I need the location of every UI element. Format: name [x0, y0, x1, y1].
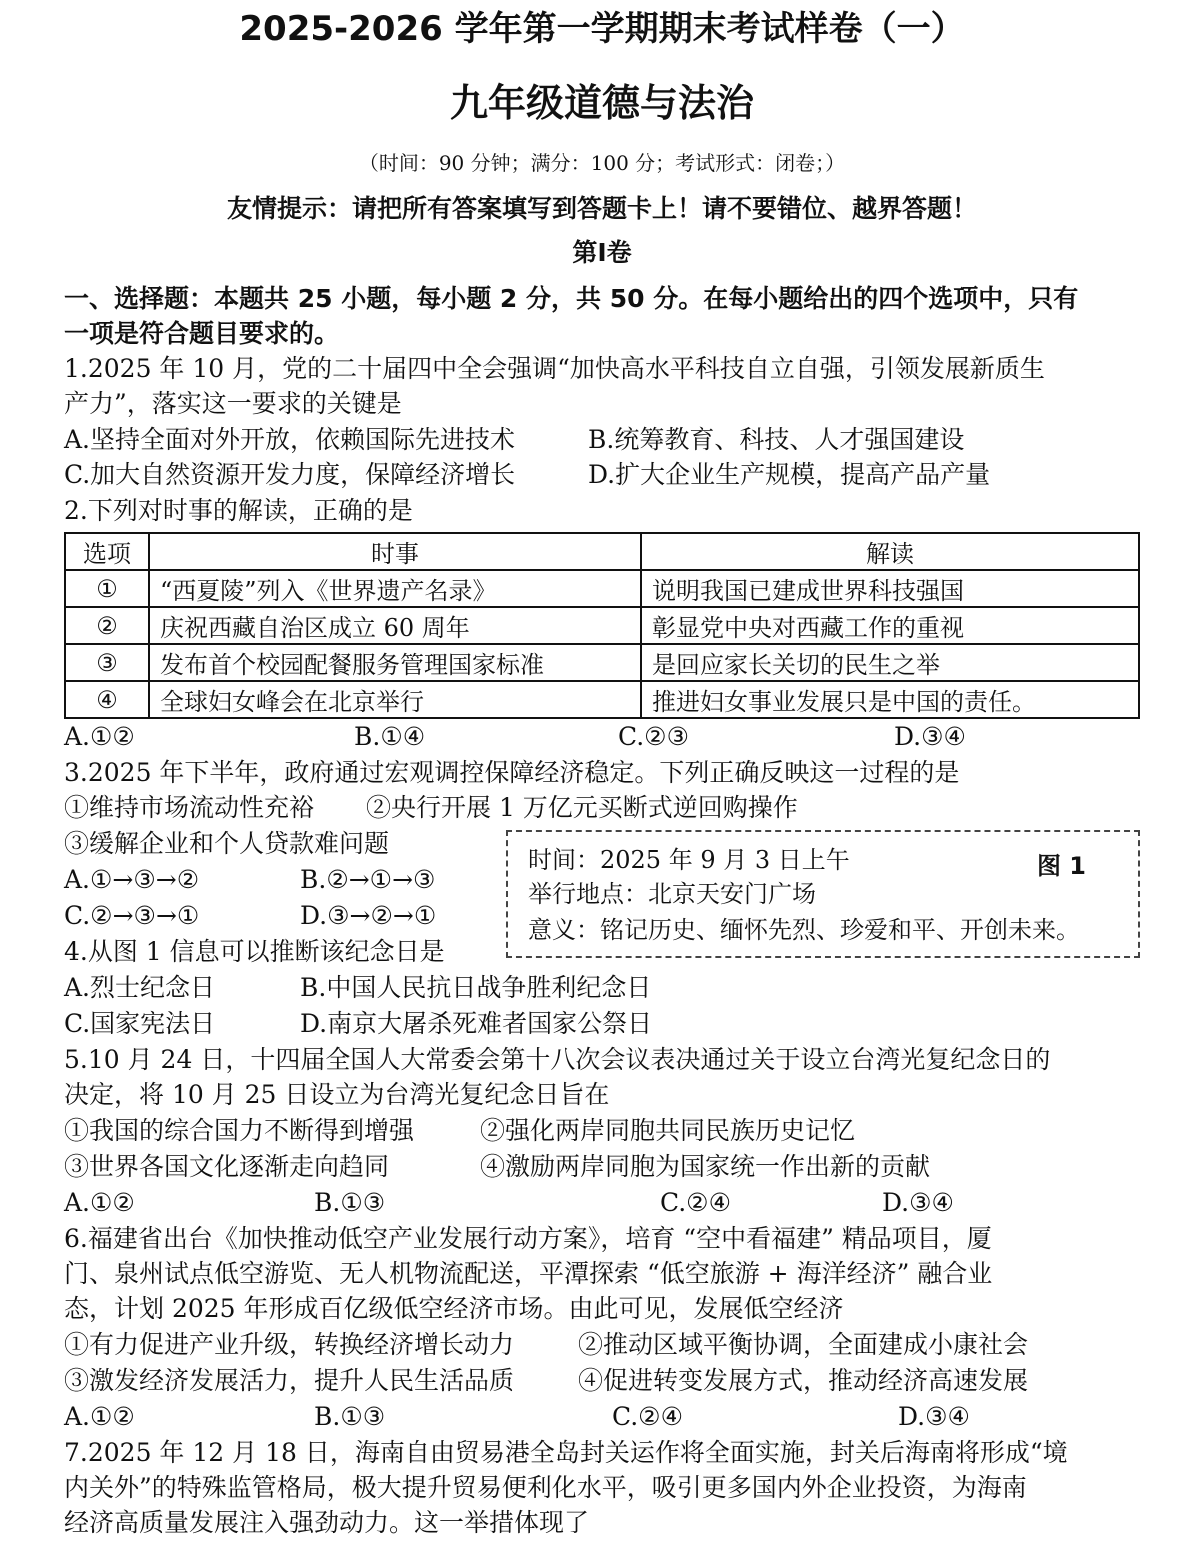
table-row: [65, 681, 1139, 718]
table-row: [65, 607, 1139, 644]
q3-item-3: ③缓解企业和个人贷款难问题: [64, 829, 390, 858]
q7-stem-line3: 经济高质量发展注入强劲动力。这一举措体现了: [64, 1508, 590, 1537]
q6-option-c[interactable]: C.②④: [612, 1402, 684, 1431]
q6-item-4: ④促进转变发展方式，推动经济高速发展: [578, 1366, 1029, 1395]
exam-info: （时间：90 分钟；满分：100 分；考试形式：闭卷；）: [358, 151, 846, 175]
figure-1-meaning: 意义：铭记历史、缅怀先烈、珍爱和平、开创未来。: [528, 916, 1080, 944]
section-heading-line1: 一、选择题：本题共 25 小题，每小题 2 分，共 50 分。在每小题给出的四个选项中，只有: [64, 284, 1079, 313]
q5-stem-line2: 决定，将 10 月 25 日设立为台湾光复纪念日旨在: [64, 1080, 610, 1109]
q1-option-b[interactable]: B.统筹教育、科技、人才强国建设: [588, 425, 965, 454]
volume-heading: 第Ⅰ卷: [572, 238, 632, 267]
q5-item-1: ①我国的综合国力不断得到增强: [64, 1116, 415, 1145]
q2-header-option: 选项: [65, 533, 149, 570]
q1-option-d[interactable]: D.扩大企业生产规模，提高产品产量: [588, 460, 991, 489]
q3-option-c[interactable]: C.②→③→①: [64, 901, 200, 930]
q3-item-1: ①维持市场流动性充裕: [64, 793, 315, 822]
q2-row-num: ②: [65, 607, 149, 644]
friendly-tip: 友情提示：请把所有答案填写到答题卡上！请不要错位、越界答题！: [226, 194, 977, 223]
q2-row-event: 全球妇女峰会在北京举行: [149, 681, 641, 718]
q5-option-b[interactable]: B.①③: [314, 1188, 386, 1217]
q2-stem: 2.下列对时事的解读，正确的是: [64, 496, 413, 525]
q2-option-a[interactable]: A.①②: [64, 722, 135, 751]
q5-stem-line1: 5.10 月 24 日，十四届全国人大常委会第十八次会议表决通过关于设立台湾光复纪念日的: [64, 1045, 1051, 1074]
exam-subtitle: 九年级道德与法治: [449, 81, 754, 125]
q5-item-3: ③世界各国文化逐渐走向趋同: [64, 1152, 390, 1181]
q7-stem-line1: 7.2025 年 12 月 18 日，海南自由贸易港全岛封关运作将全面实施，封关后海南将形成“境: [64, 1438, 1068, 1467]
q2-row-event: 庆祝西藏自治区成立 60 周年: [149, 607, 641, 644]
q6-option-d[interactable]: D.③④: [898, 1402, 970, 1431]
q1-option-a[interactable]: A.坚持全面对外开放，依赖国际先进技术: [64, 425, 516, 454]
figure-1-label: 图 1: [1036, 852, 1086, 880]
q1-stem-line1: 1.2025 年 10 月，党的二十届四中全会强调“加快高水平科技自立自强，引领发展新质生: [64, 354, 1045, 383]
q2-row-interpretation: 说明我国已建成世界科技强国: [641, 570, 1139, 607]
q1-option-c[interactable]: C.加大自然资源开发力度，保障经济增长: [64, 460, 516, 489]
table-row: [65, 644, 1139, 681]
q2-row-interpretation: 推进妇女事业发展只是中国的责任。: [641, 681, 1139, 718]
q6-option-b[interactable]: B.①③: [314, 1402, 386, 1431]
q6-item-2: ②推动区域平衡协调，全面建成小康社会: [578, 1330, 1029, 1359]
table-row: [65, 570, 1139, 607]
q4-option-d[interactable]: D.南京大屠杀死难者国家公祭日: [300, 1009, 653, 1038]
q6-item-3: ③激发经济发展活力，提升人民生活品质: [64, 1366, 515, 1395]
q6-stem-line2: 门、泉州试点低空游览、无人机物流配送，平潭探索 “低空旅游 + 海洋经济” 融合业: [64, 1259, 993, 1288]
q5-option-c[interactable]: C.②④: [660, 1188, 732, 1217]
q4-option-b[interactable]: B.中国人民抗日战争胜利纪念日: [300, 973, 652, 1002]
q2-header-interpretation: 解读: [641, 533, 1139, 570]
q2-row-num: ③: [65, 644, 149, 681]
q4-option-a[interactable]: A.烈士纪念日: [64, 973, 216, 1002]
q3-item-2: ②央行开展 1 万亿元买断式逆回购操作: [366, 793, 798, 822]
q2-option-b[interactable]: B.①④: [354, 722, 426, 751]
q2-option-d[interactable]: D.③④: [894, 722, 966, 751]
q6-item-1: ①有力促进产业升级，转换经济增长动力: [64, 1330, 515, 1359]
q3-stem: 3.2025 年下半年，政府通过宏观调控保障经济稳定。下列正确反映这一过程的是: [64, 758, 960, 787]
q6-option-a[interactable]: A.①②: [64, 1402, 135, 1431]
q6-stem-line3: 态，计划 2025 年形成百亿级低空经济市场。由此可见，发展低空经济: [64, 1294, 844, 1323]
q2-row-num: ①: [65, 570, 149, 607]
section-heading-line2: 一项是符合题目要求的。: [64, 319, 340, 348]
q5-option-d[interactable]: D.③④: [882, 1188, 954, 1217]
q2-row-num: ④: [65, 681, 149, 718]
q4-stem: 4.从图 1 信息可以推断该纪念日是: [64, 937, 445, 966]
figure-1-box: [506, 830, 1140, 958]
q3-option-b[interactable]: B.②→①→③: [300, 865, 436, 894]
q5-item-2: ②强化两岸同胞共同民族历史记忆: [480, 1116, 856, 1145]
exam-title: 2025-2026 学年第一学期期末考试样卷（一）: [239, 9, 965, 49]
q1-stem-line2: 产力”，落实这一要求的关键是: [64, 389, 402, 418]
q2-row-interpretation: 彰显党中央对西藏工作的重视: [641, 607, 1139, 644]
q7-stem-line2: 内关外”的特殊监管格局，极大提升贸易便利化水平，吸引更多国内外企业投资，为海南: [64, 1473, 1027, 1502]
q4-option-c[interactable]: C.国家宪法日: [64, 1009, 216, 1038]
q2-row-event: 发布首个校园配餐服务管理国家标准: [149, 644, 641, 681]
q5-item-4: ④激励两岸同胞为国家统一作出新的贡献: [480, 1152, 931, 1181]
q2-table-header: [65, 533, 1139, 570]
q2-table: [64, 532, 1140, 719]
q3-option-a[interactable]: A.①→③→②: [64, 865, 200, 894]
q2-header-event: 时事: [149, 533, 641, 570]
q5-option-a[interactable]: A.①②: [64, 1188, 135, 1217]
q6-stem-line1: 6.福建省出台《加快推动低空产业发展行动方案》，培育 “空中看福建” 精品项目，厦: [64, 1224, 992, 1253]
q2-option-c[interactable]: C.②③: [618, 722, 690, 751]
q2-row-interpretation: 是回应家长关切的民生之举: [641, 644, 1139, 681]
q2-row-event: “西夏陵”列入《世界遗产名录》: [149, 570, 641, 607]
figure-1-time: 时间：2025 年 9 月 3 日上午: [528, 846, 850, 874]
q3-option-d[interactable]: D.③→②→①: [300, 901, 437, 930]
figure-1-place: 举行地点：北京天安门广场: [528, 880, 816, 908]
